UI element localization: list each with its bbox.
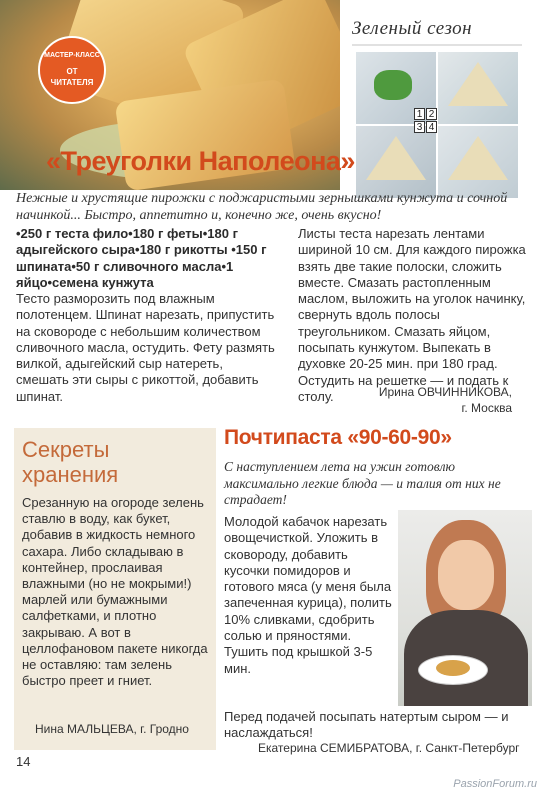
step-photo-4 (438, 126, 518, 198)
secrets-title (22, 437, 118, 487)
step-number: 1 (414, 108, 425, 120)
recipe-city: г. Москва (461, 401, 512, 415)
badge-line-3: ЧИТАТЕЛЯ (50, 78, 94, 87)
secrets-text: Срезанную на огороде зелень ставлю в воду, как букет, добавив в жидкость немного сахара. Либо складываю в контейнер, прослаивая влажными (но не мокрыми!) марлей или бумажными салфетками, и плотно закрываю. А вот в целлофановом пакете никогда не оставляю: там зелень быстро преет и гниет. (22, 495, 208, 689)
page-number: 14 (16, 754, 31, 769)
secrets-signature: Нина МАЛЬЦЕВА, г. Гродно (35, 722, 189, 736)
folded-dough (448, 136, 508, 180)
pasta-body: Молодой кабачок нарезать овощечисткой. Уложить в сковороду, добавить кусочки помидоров и готового мяса (у меня была запеченная курица), полить 10% сливками, сдобрить солью и пряностями. Тушить под крышкой 3-5 мин. (224, 514, 392, 676)
folded-dough (448, 62, 508, 106)
face (438, 540, 494, 610)
step-photos (356, 52, 518, 198)
recipe-author: Ирина ОВЧИННИКОВА, (378, 385, 512, 399)
pasta-body-end: Перед подачей посыпать натертым сыром — и наслаждаться! (224, 709, 509, 741)
pasta-signature: Екатерина СЕМИБРАТОВА, г. Санкт-Петербург (258, 741, 520, 755)
folded-dough (366, 136, 426, 180)
master-class-badge (38, 36, 106, 104)
spinach-filling (374, 70, 412, 100)
badge-line-1: МАСТЕР-КЛАСС (44, 52, 100, 59)
step-number: 4 (426, 121, 437, 133)
watermark: PassionForum.ru (453, 778, 537, 790)
ingredients-list: •250 г теста фило•180 г феты•180 г адыгейского сыра•180 г рикотты •150 г шпината•50 г сливочного масла•1 яйцо•семена кунжута (16, 226, 267, 290)
recipe-body-right: Листы теста нарезать лентами шириной 10 см. Для каждого пирожка взять две такие полоски, сложить вместе. Смазать растопленным маслом, выложить на уголок начинку, свернуть вдоль полосы треугольником. Смазать яйцом, посыпать кунжутом. Выпекать в духовке 20-25 мин. при 180 град. Остудить на решетке — и подать к столу. (298, 226, 526, 404)
pasta-title: Почтипаста «90-60-90» (224, 426, 452, 449)
secrets-title-line-2: хранения (22, 462, 119, 487)
step-number: 3 (414, 121, 425, 133)
step-number: 2 (426, 108, 437, 120)
step-photo-3 (356, 126, 436, 198)
step-photo-2 (438, 52, 518, 124)
secrets-title-line-1: Секреты (22, 437, 110, 462)
recipe-lead: Нежные и хрустящие пирожки с поджаристыми зернышками кунжута и сочной начинкой... Быстро, аппетитно и, конечно же, очень вкусно! (16, 191, 508, 223)
recipe-title: «Треуголки Наполеона» (46, 146, 355, 176)
badge-line-2: ОТ (66, 67, 78, 76)
section-heading: Зеленый сезон (352, 18, 473, 39)
recipe-body-left: Тесто разморозить под влажным полотенцем. Шпинат нарезать, припустить на сковороде с небольшим количеством сливочного масла, остудить. Фету размять вилкой, адыгейский сыр натереть, смешать эти сыры с рикоттой, добавить шпинат. (16, 291, 275, 404)
pasta-dish (436, 660, 470, 676)
author-photo (398, 510, 532, 706)
section-divider (352, 44, 522, 46)
pasta-lead: С наступлением лета на ужин готовлю максимально легкие блюда — и талия от них не страдает! (224, 459, 501, 507)
